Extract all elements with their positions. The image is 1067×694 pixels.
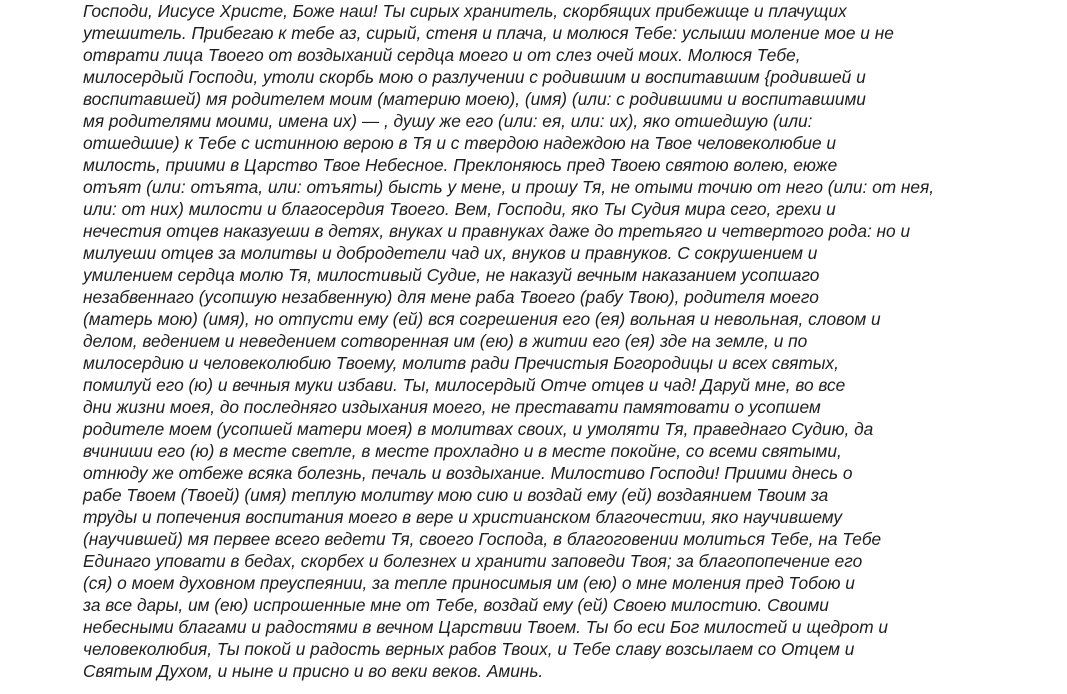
- prayer-line: за все дары, им (ею) испрошенные мне от Тебе, воздай ему (ей) Своею милостию. Своими: [83, 595, 829, 615]
- prayer-line: делом, ведением и неведением сотворенная им (ею) в житии его (ея) зде на земле, и по: [83, 331, 808, 351]
- prayer-line: небесными благами и радостями в вечном Царствии Твоем. Ты бо еси Бог милостей и щедрот и: [83, 617, 889, 637]
- prayer-line: незабвеннаго (усопшую незабвенную) для мене раба Твоего (рабу Твою), родителя моего: [83, 287, 819, 307]
- prayer-line: вчиниши его (ю) в месте светле, в месте прохладно и в месте покойне, со всеми святыми,: [83, 441, 842, 461]
- prayer-line: Единаго уповати в бедах, скорбех и болезнех и хранити заповеди Твоя; за благопопечение его: [83, 551, 863, 571]
- prayer-line: труды и попечения воспитания моего в вере и христианском благочестии, яко научившему: [83, 507, 843, 527]
- prayer-line: (матерь мою) (имя), но отпусти ему (ей) вся согрешения его (ея) вольная и невольная, словом и: [83, 309, 881, 329]
- prayer-line: милость, приими в Царство Твое Небесное. Преклоняюсь пред Твоею святою волею, еюже: [83, 155, 838, 175]
- prayer-line: утешитель. Прибегаю к тебе аз, сирый, стеня и плача, и молюся Тебе: услыши моление мое и не: [83, 23, 894, 43]
- prayer-line: умилением сердца молю Тя, милостивый Судие, не наказуй вечным наказанием усопшаго: [83, 265, 820, 285]
- prayer-line: человеколюбия, Ты покой и радость верных рабов Твоих, и Тебе славу возсылаем со Отцем и: [83, 639, 855, 659]
- prayer-line: рабе Твоем (Твоей) (имя) теплую молитву мою сию и воздай ему (ей) воздаянием Твоим за: [83, 485, 829, 505]
- prayer-line: воспитавшей) мя родителем моим (материю моею), (имя) (или: с родившими и воспитавшими: [83, 89, 866, 109]
- prayer-line: Господи, Иисусе Христе, Боже наш! Ты сирых хранитель, скорбящих прибежище и плачущих: [83, 1, 847, 21]
- prayer-line: родителе моем (усопшей матери моея) в молитвах своих, и умоляти Тя, праведнаго Судию, да: [83, 419, 874, 439]
- prayer-line: милуеши отцев за молитвы и добродетели чад их, внуков и правнуков. С сокрушением и: [83, 243, 818, 263]
- prayer-line: дни жизни моея, до последняго издыхания моего, не преставати памятовати о усопшем: [83, 397, 821, 417]
- prayer-text-block: [83, 0, 933, 682]
- prayer-line: Святым Духом, и ныне и присно и во веки веков. Аминь.: [83, 661, 544, 681]
- prayer-line: нечестия отцев наказуеши в детях, внуках и правнуках даже до третьяго и четвертого рода: но и: [83, 221, 911, 241]
- prayer-line: отъят (или: отъята, или: отъяты) бысть у мене, и прошу Тя, не отыми точию от него (или: от нея,: [83, 177, 935, 197]
- prayer-line: мя родителями моими, имена их) — , душу же его (или: ея, или: их), яко отшедшую (или:: [83, 111, 813, 131]
- prayer-line: или: от них) милости и благосердия Твоего. Вем, Господи, яко Ты Судия мира сего, грехи и: [83, 199, 836, 219]
- prayer-line: отшедшие) к Тебе с истинною верою в Тя и с твердою надеждою на Твое человеколюбие и: [83, 133, 837, 153]
- prayer-line: милосердию и человеколюбию Твоему, молитв ради Пречистыя Богородицы и всех святых,: [83, 353, 839, 373]
- prayer-line: отврати лица Твоего от воздыханий сердца моего и от слез очей моих. Молюся Тебе,: [83, 45, 801, 65]
- prayer-line: (ся) о моем духовном преуспеянии, за тепле приносимыя им (ею) о мне моления пред Тобою и: [83, 573, 855, 593]
- prayer-line: (научившей) мя первее всего ведети Тя, своего Господа, в благоговении молиться Тебе, на Тебе: [83, 529, 882, 549]
- prayer-line: помилуй его (ю) и вечныя муки избави. Ты, милосердый Отче отцев и чад! Даруй мне, во все: [83, 375, 846, 395]
- prayer-line: отнюду же отбеже всяка болезнь, печаль и воздыхание. Милостиво Господи! Приими днесь о: [83, 463, 853, 483]
- prayer-line: милосердый Господи, утоли скорбь мою о разлучении с родившим и воспитавшим {родившей и: [83, 67, 866, 87]
